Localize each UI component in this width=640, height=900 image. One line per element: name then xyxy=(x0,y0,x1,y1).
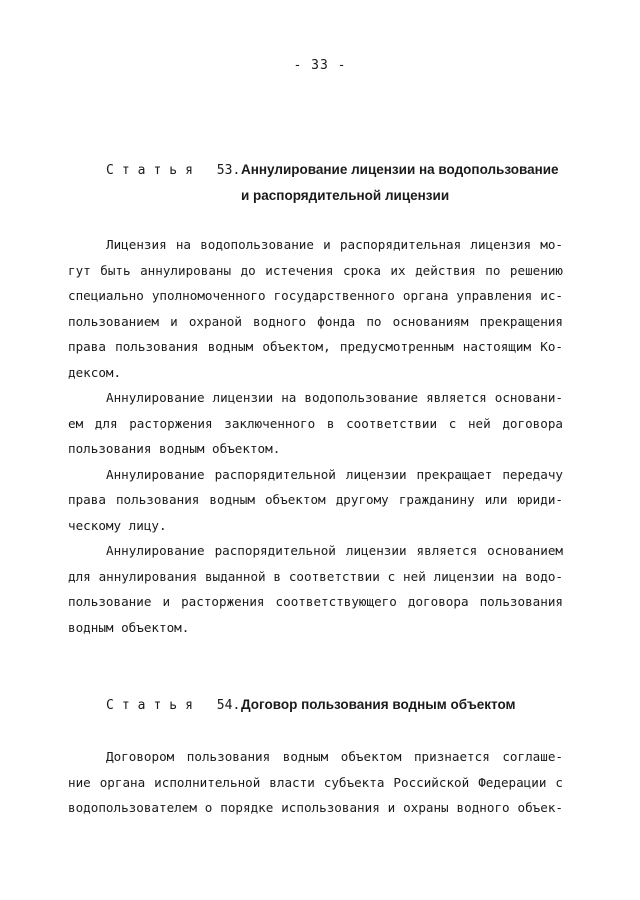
paragraph xyxy=(68,744,563,821)
text-line: для аннулирования выданной в соответствии с ней лицензии на водо- xyxy=(68,568,563,584)
article-53-heading xyxy=(106,157,586,208)
text-line: Аннулирование лицензии на водопользование является основани- xyxy=(106,390,563,405)
text-line: Аннулирование распорядительной лицензии является основанием xyxy=(106,543,563,558)
article-54-body xyxy=(68,744,563,821)
paragraph xyxy=(68,232,563,385)
article-53-body xyxy=(68,232,563,640)
page-number: - 33 - xyxy=(293,58,347,73)
text-line: водопользователем о порядке использования и охраны водного объек- xyxy=(68,800,563,815)
text-line: пользованием и охраной водного фонда по основаниям прекращения xyxy=(68,313,563,329)
text-line: ние органа исполнительной власти субъекта Российской Федерации с xyxy=(68,774,563,790)
text-line: ческому лицу. xyxy=(68,517,167,533)
article-53-title-line1: Аннулирование лицензии на водопользование xyxy=(241,162,559,177)
article-54-label xyxy=(106,693,241,718)
paragraph xyxy=(68,538,563,640)
text-line: гут быть аннулированы до истечения срока их действия по решению xyxy=(68,262,563,278)
article-54-number: 54. xyxy=(216,698,241,713)
article-54-word: Статья xyxy=(106,698,201,713)
text-line: специально уполномоченного государственного органа управления ис- xyxy=(68,288,563,303)
article-53-word: Статья xyxy=(106,163,201,178)
paragraph xyxy=(68,462,563,539)
text-line: ем для расторжения заключенного в соответствии с ней договора xyxy=(68,415,563,431)
text-line: права пользования водным объектом, предусмотренным настоящим Ко- xyxy=(68,339,563,354)
text-line: дексом. xyxy=(68,364,122,380)
text-line: Договором пользования водным объектом признается соглаше- xyxy=(106,749,563,764)
text-line: Аннулирование распорядительной лицензии прекращает передачу xyxy=(106,466,563,482)
article-54-title-line1: Договор пользования водным объектом xyxy=(241,697,516,712)
paragraph xyxy=(68,385,563,462)
text-line: водным объектом. xyxy=(68,619,190,635)
article-53-number: 53. xyxy=(216,163,241,178)
text-line: пользования водным объектом. xyxy=(68,441,281,456)
text-line: пользование и расторжения соответствующего договора пользования xyxy=(68,594,563,609)
article-54-heading xyxy=(106,692,586,718)
text-line: Лицензия на водопользование и распорядительная лицензия мо- xyxy=(106,237,563,252)
article-53-label xyxy=(106,158,241,183)
text-line: права пользования водным объектом другому гражданину или юриди- xyxy=(68,492,563,507)
article-53-title-line2: и распорядительной лицензии xyxy=(241,188,450,203)
